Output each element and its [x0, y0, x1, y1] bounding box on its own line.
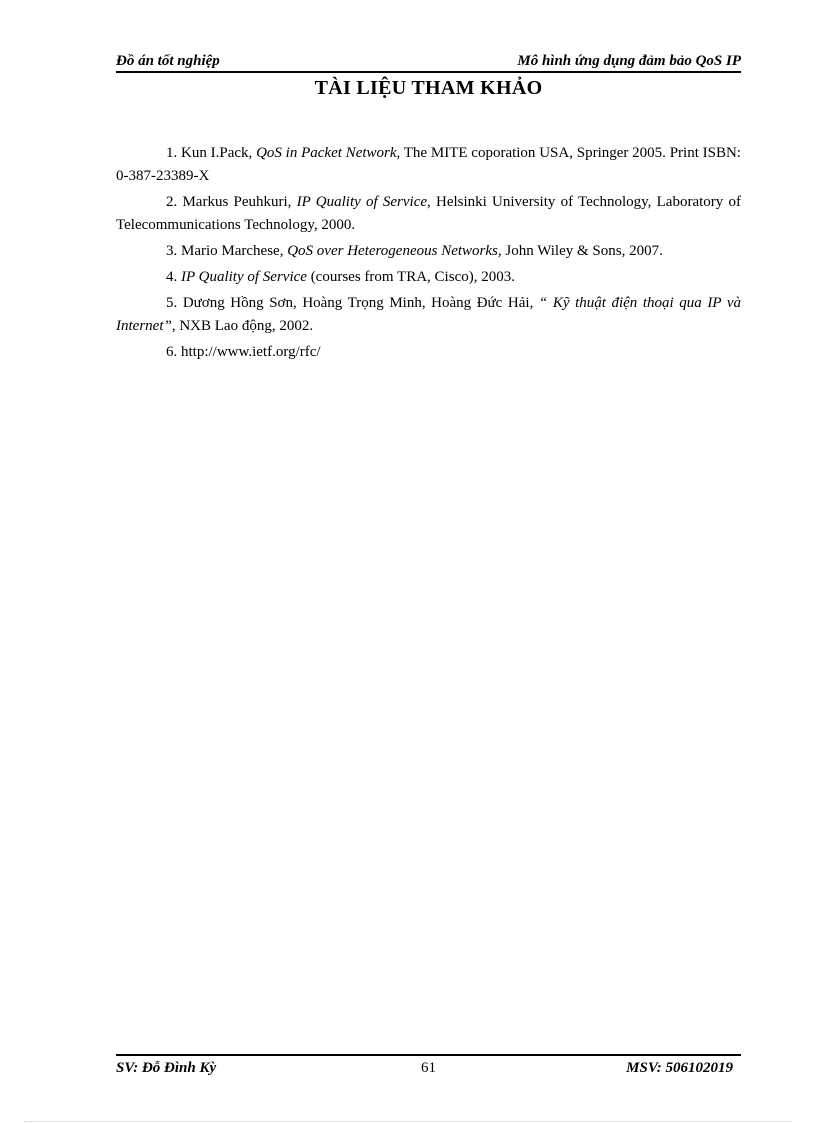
reference-prefix: 4.	[166, 269, 181, 285]
reference-prefix: 5. Dương Hồng Sơn, Hoàng Trọng Minh, Hoàng Đức Hải,	[166, 295, 539, 311]
reference-prefix: 3. Mario Marchese,	[166, 243, 288, 259]
footer-student-id: MSV: 506102019	[626, 1060, 733, 1076]
page-header	[116, 48, 741, 73]
reference-italic-title: QoS in Packet Network	[256, 145, 397, 161]
reference-italic-title: IP Quality of Service	[296, 194, 428, 210]
reference-suffix: (courses from TRA, Cisco), 2003.	[306, 269, 515, 285]
reference-item	[116, 240, 741, 263]
reference-italic-title: QoS over Heterogeneous Networks,	[287, 243, 502, 259]
reference-prefix: 2. Markus Peuhkuri,	[166, 194, 297, 210]
reference-suffix: John Wiley & Sons, 2007.	[501, 243, 663, 259]
reference-item	[116, 266, 741, 289]
reference-suffix: , Helsinki University of Technology, Laboratory of Telecommunications Technology, 2000.	[116, 194, 742, 233]
reference-italic-title: “ Kỹ thuật điện thoại qua IP và Internet”	[116, 295, 741, 334]
reference-item	[116, 142, 741, 188]
page-edge-divider	[24, 1121, 792, 1122]
reference-prefix: 6. http://www.ietf.org/rfc/	[166, 344, 321, 360]
footer-student-name: SV: Đỗ Đình Kỳ	[116, 1060, 217, 1076]
reference-list	[116, 142, 741, 367]
reference-prefix: 1. Kun I.Pack,	[166, 145, 257, 161]
reference-italic-title: IP Quality of Service	[181, 269, 307, 285]
reference-suffix: , NXB Lao động, 2002.	[171, 318, 314, 334]
reference-suffix: , The MITE coporation USA, Springer 2005. Print ISBN: 0-387-23389-X	[116, 145, 741, 184]
page-title: TÀI LIỆU THAM KHẢO	[314, 77, 543, 99]
reference-item	[116, 191, 741, 237]
page-footer	[116, 1054, 741, 1080]
reference-item	[116, 341, 741, 364]
header-right-text: Mô hình ứng dụng đảm bảo QoS IP	[517, 53, 741, 69]
page-number: 61	[421, 1060, 436, 1076]
reference-item	[116, 292, 741, 338]
header-left-text: Đồ án tốt nghiệp	[116, 53, 220, 69]
